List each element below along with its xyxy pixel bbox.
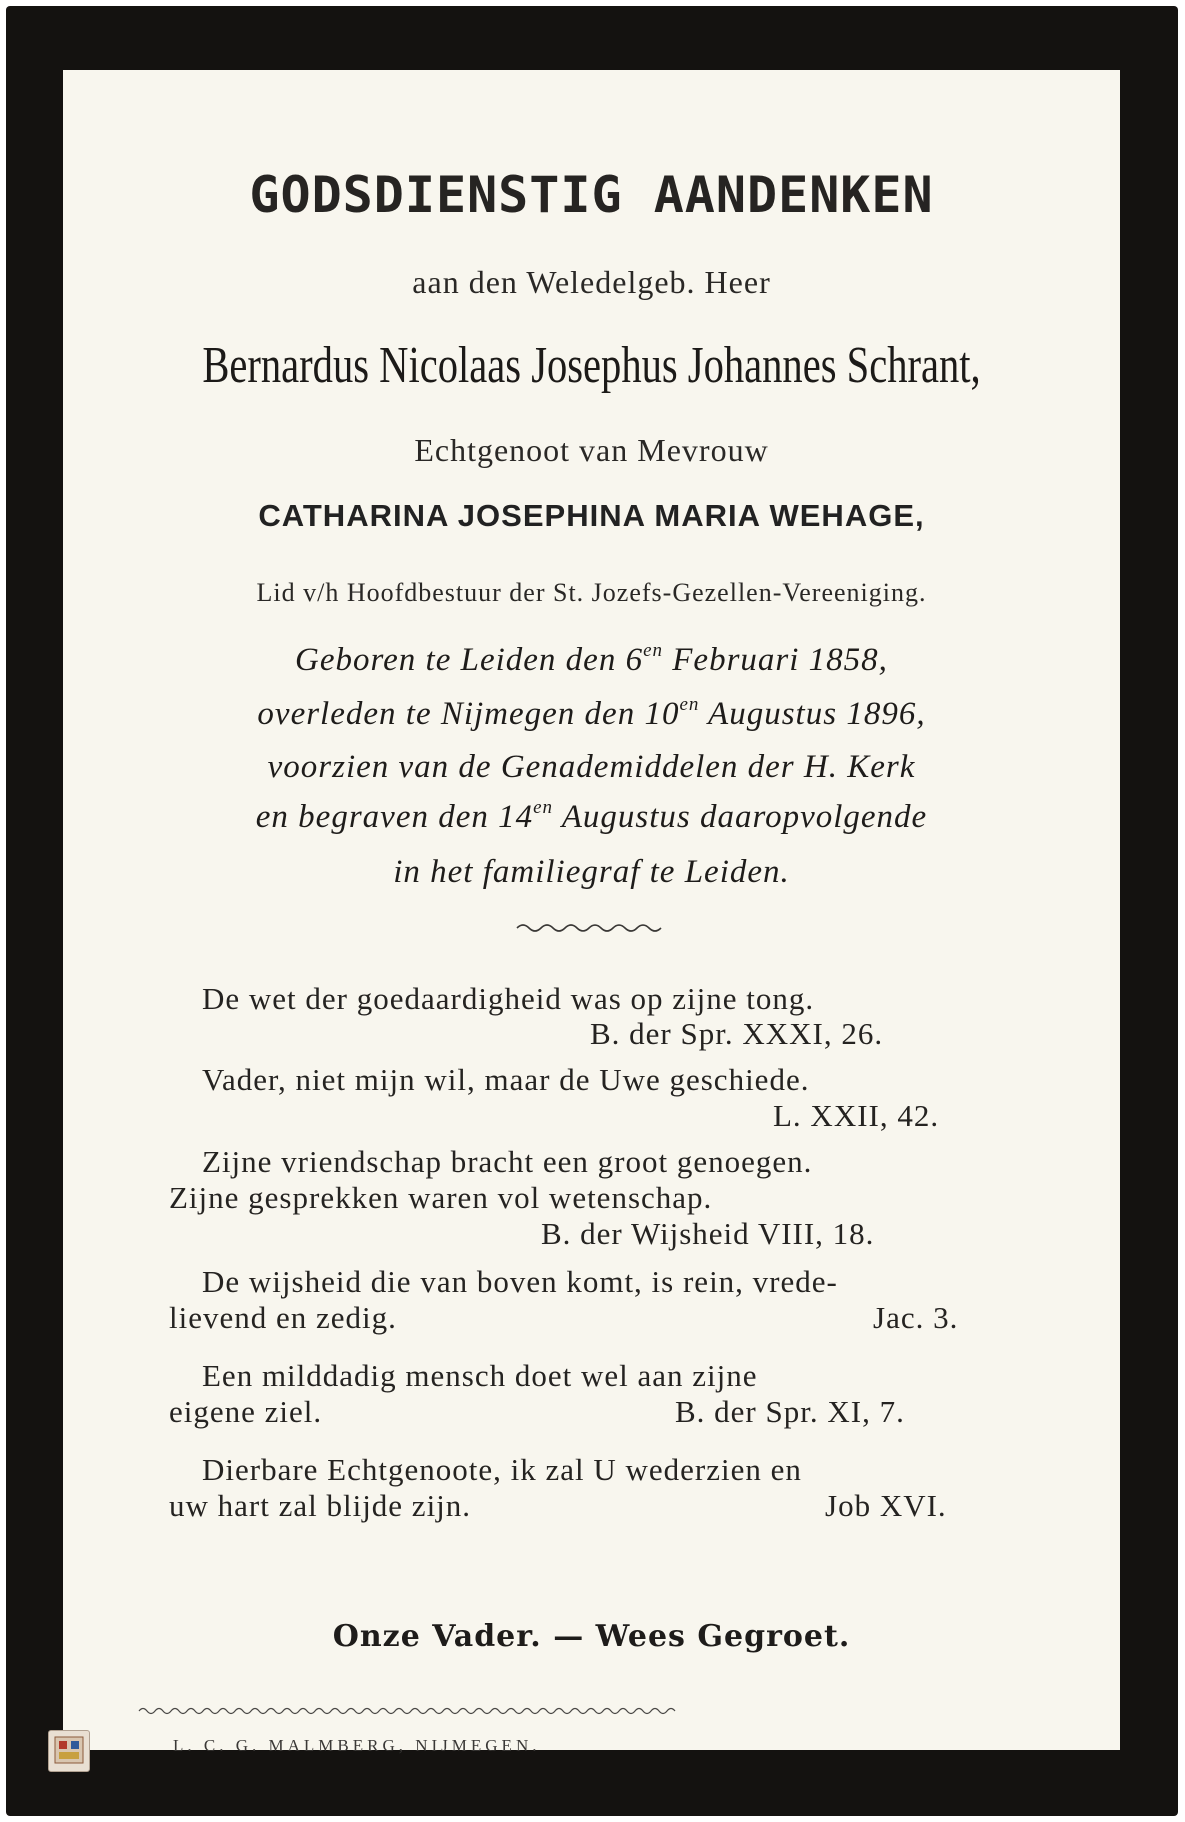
death-date-text: Augustus 1896, — [699, 696, 926, 732]
verse-5-line-2: eigene ziel. — [169, 1394, 323, 1429]
sacraments-line: voorzien van de Genademiddelen der H. Kerk — [267, 749, 916, 785]
bottom-ornament-line — [137, 1704, 677, 1716]
verse-4-line-2: lievend en zedig. — [169, 1300, 397, 1335]
verse-3-line-2: Zijne gesprekken waren vol wetenschap. — [169, 1180, 713, 1215]
verse-6-reference: Job XVI. — [825, 1488, 947, 1523]
ornament-divider — [515, 920, 665, 934]
spouse-name: CATHARINA JOSEPHINA MARIA WEHAGE, — [258, 498, 925, 533]
birth-text: Geboren te Leiden den 6 — [295, 642, 644, 678]
verse-1-line-1: De wet der goedaardigheid was op zijne tong. — [202, 981, 815, 1016]
verse-2-reference: L. XXII, 42. — [773, 1098, 940, 1133]
collection-stamp-icon — [48, 1730, 90, 1772]
birth-day-suffix: en — [643, 640, 664, 661]
verse-4-reference: Jac. 3. — [873, 1300, 959, 1335]
burial-line — [63, 797, 1120, 835]
burial-text: en begraven den 14 — [255, 799, 534, 835]
death-line — [63, 694, 1120, 732]
mourning-border — [6, 6, 1178, 1816]
burial-date-text: Augustus daaropvolgende — [553, 799, 928, 835]
burial-day-suffix: en — [533, 797, 554, 818]
verse-5-line-1: Een milddadig mensch doet wel aan zijne — [202, 1358, 758, 1393]
birth-line — [63, 640, 1120, 678]
closing-prayer: Onze Vader. — Wees Gegroet. — [332, 1619, 851, 1654]
verse-3-line-1: Zijne vriendschap bracht een groot genoegen. — [202, 1144, 813, 1179]
spouse-line: Echtgenoot van Mevrouw — [414, 432, 769, 468]
verse-6-line-2: uw hart zal blijde zijn. — [169, 1488, 472, 1523]
verse-6-line-1: Dierbare Echtgenoote, ik zal U wederzien en — [202, 1452, 802, 1487]
family-grave-line: in het familiegraf te Leiden. — [393, 854, 790, 890]
birth-date-text: Februari 1858, — [663, 642, 888, 678]
verse-3-reference: B. der Wijsheid VIII, 18. — [541, 1216, 875, 1251]
verse-4-line-1: De wijsheid die van boven komt, is rein, vrede- — [202, 1264, 838, 1299]
deceased-name: Bernardus Nicolaas Josephus Johannes Schrant, — [202, 337, 981, 394]
card-title: GODSDIENSTIG AANDENKEN — [249, 166, 934, 224]
printer-imprint: L. C. G. MALMBERG, NIJMEGEN. — [173, 1736, 541, 1755]
death-text: overleden te Nijmegen den 10 — [257, 696, 680, 732]
verse-5-reference: B. der Spr. XI, 7. — [675, 1394, 905, 1429]
verse-2-line-1: Vader, niet mijn wil, maar de Uwe geschiede. — [202, 1062, 810, 1097]
memorial-card-paper — [63, 70, 1120, 1755]
dedication-line: aan den Weledelgeb. Heer — [412, 264, 771, 300]
membership-line: Lid v/h Hoofdbestuur der St. Jozefs-Gezellen-Vereeniging. — [256, 578, 927, 607]
death-day-suffix: en — [679, 694, 700, 715]
verse-1-reference: B. der Spr. XXXI, 26. — [590, 1016, 884, 1051]
